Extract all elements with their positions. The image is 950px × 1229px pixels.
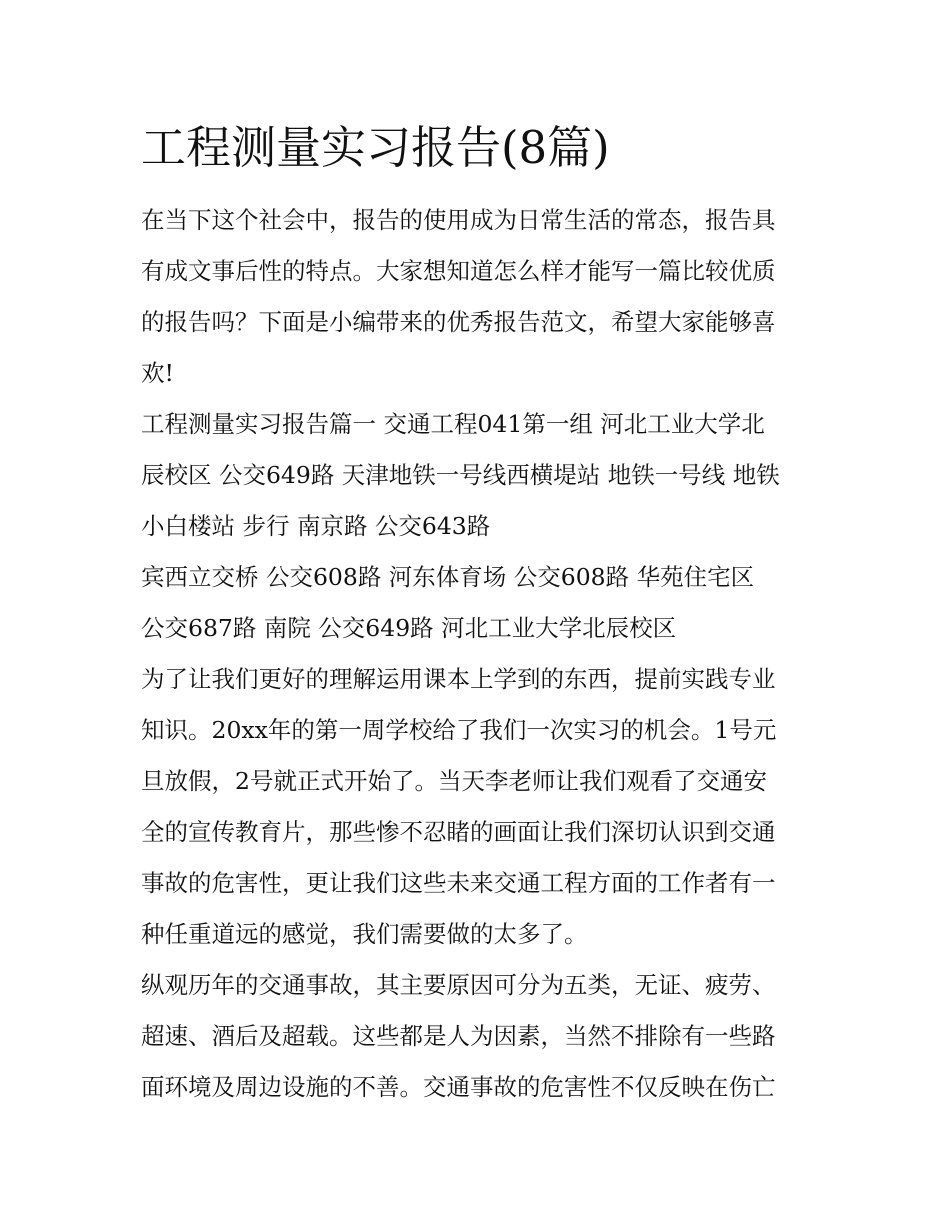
- text-line: 公交687路 南院 公交649路 河北工业大学北辰校区: [141, 614, 677, 642]
- text-line: 旦放假，2号就正式开始了。当天李老师让我们观看了交通安: [141, 767, 767, 795]
- text-line: 工程测量实习报告篇一 交通工程041第一组 河北工业大学北: [141, 410, 765, 438]
- document-title: 工程测量实习报告(8篇): [141, 121, 610, 174]
- text-line: 欢!: [141, 359, 174, 387]
- text-line: 知识。20xx年的第一周学校给了我们一次实习的机会。1号元: [141, 716, 777, 744]
- text-line: 在当下这个社会中，报告的使用成为日常生活的常态，报告具: [141, 206, 776, 234]
- text-line: 宾西立交桥 公交608路 河东体育场 公交608路 华苑住宅区: [141, 563, 755, 591]
- text-line: 全的宣传教育片，那些惨不忍睹的画面让我们深切认识到交通: [141, 818, 776, 846]
- text-line: 有成文事后性的特点。大家想知道怎么样才能写一篇比较优质: [141, 257, 776, 285]
- text-line: 的报告吗？下面是小编带来的优秀报告范文，希望大家能够喜: [141, 308, 776, 336]
- text-line: 纵观历年的交通事故，其主要原因可分为五类，无证、疲劳、: [141, 971, 776, 999]
- text-line: 超速、酒后及超载。这些都是人为因素，当然不排除有一些路: [141, 1022, 776, 1050]
- text-line: 辰校区 公交649路 天津地铁一号线西横堤站 地铁一号线 地铁: [141, 461, 780, 489]
- text-line: 为了让我们更好的理解运用课本上学到的东西，提前实践专业: [141, 665, 776, 693]
- text-line: 种任重道远的感觉，我们需要做的太多了。: [141, 920, 588, 948]
- text-line: 事故的危害性，更让我们这些未来交通工程方面的工作者有一: [141, 869, 776, 897]
- text-line: 面环境及周边设施的不善。交通事故的危害性不仅反映在伤亡: [141, 1073, 776, 1101]
- text-line: 小白楼站 步行 南京路 公交643路: [141, 512, 491, 540]
